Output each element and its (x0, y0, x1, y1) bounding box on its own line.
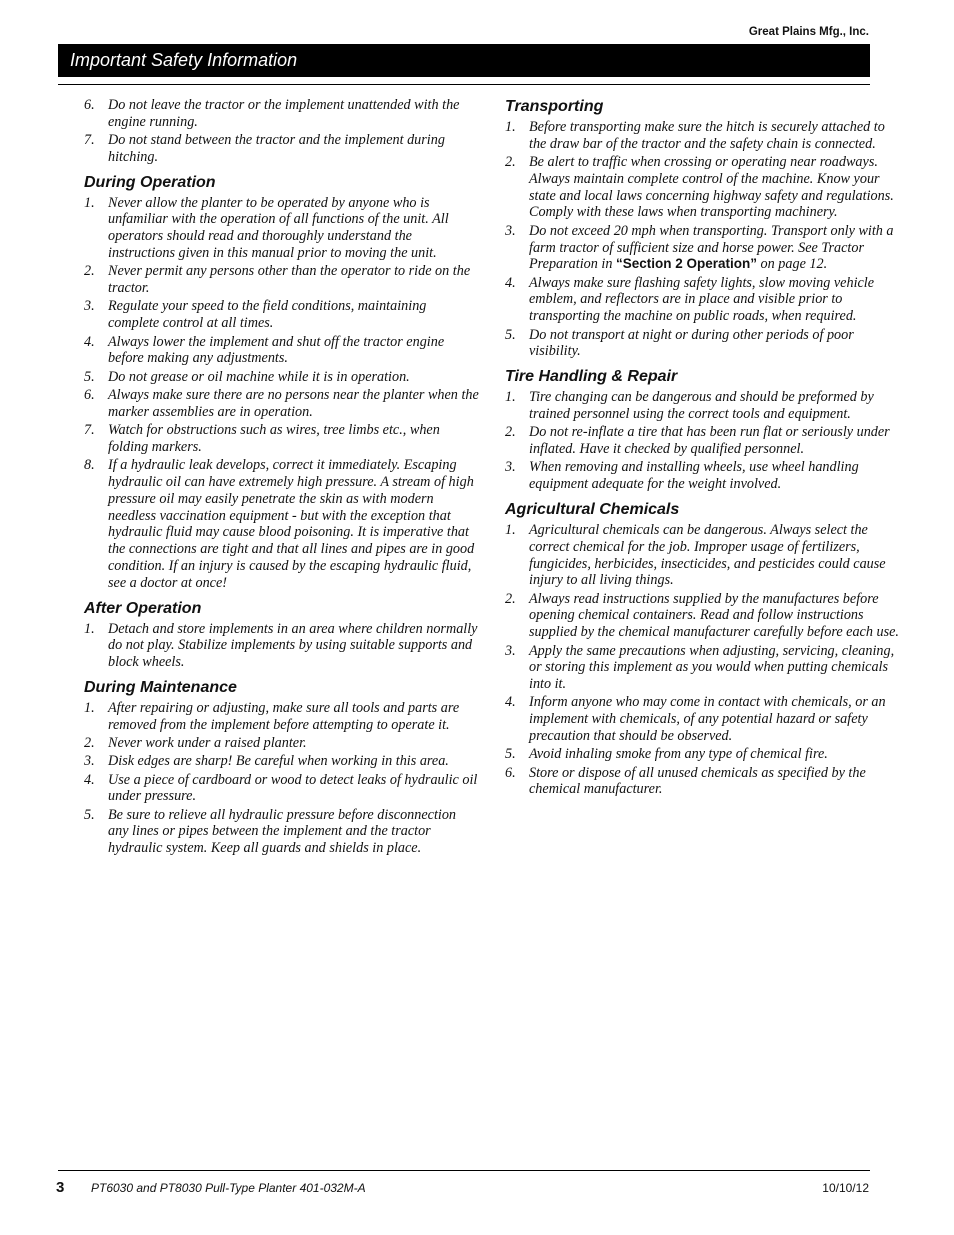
header-rule (58, 84, 870, 85)
list-item: 1. Never allow the planter to be operated by anyone who is unfamiliar with the operation of all functions of the unit. All operators should read and thoroughly understand the instructions given in this manual prior to moving the unit. (84, 194, 449, 262)
list-item: 5. Be sure to relieve all hydraulic pressure before disconnection any lines or pipes between the implement and the tractor hydraulic system. Keep all guards and shields in place. (84, 806, 457, 857)
section-2-operation-link[interactable]: “Section 2 Operation” (615, 256, 757, 272)
list-item: 6. Store or dispose of all unused chemicals as specified by the chemical manufacturer. (505, 764, 866, 798)
agricultural-chemicals-section (505, 500, 901, 798)
list-item: 3. Apply the same precautions when adjusting, servicing, cleaning, or storing this implement as you would when putting chemicals into it. (505, 642, 895, 693)
list-item: 2. Never work under a raised planter. (84, 735, 307, 751)
transporting-section (505, 97, 901, 360)
tire-handling-section (505, 367, 901, 493)
right-column (505, 97, 901, 805)
during-operation-section (84, 173, 480, 592)
list-item: 2. Be alert to traffic when crossing or operating near roadways. Always maintain complete control of the machine. Know your state and local laws concerning highway safety and regulations. Comply with these laws when transporting machinery. (505, 154, 894, 221)
list-item: 3. Regulate your speed to the field conditions, maintaining complete control at all times. (84, 298, 427, 332)
list-item: 2. Never permit any persons other than the operator to ride on the tractor. (84, 263, 471, 297)
section-heading: During Operation (84, 173, 216, 191)
list-item: 1. After repairing or adjusting, make sure all tools and parts are removed from the implement before attempting to operate it. (84, 699, 460, 733)
list-item: 6. Do not leave the tractor or the implement unattended with the engine running. (84, 97, 460, 130)
left-column (84, 97, 480, 864)
section-heading: Transporting (505, 98, 604, 115)
list-item: 3. When removing and installing wheels, use wheel handling equipment adequate for the weight involved. (505, 459, 859, 493)
list-item: 5. Do not grease or oil machine while it is in operation. (84, 368, 410, 385)
section-heading: After Operation (84, 599, 202, 617)
list-item: 4. Use a piece of cardboard or wood to detect leaks of hydraulic oil under pressure. (84, 771, 478, 805)
list-item: 3. Do not exceed 20 mph when transporting. Transport only with a farm tractor of sufficient size and horse power. See Tractor Preparation in “Section 2 Operation” on page 12. (505, 222, 894, 273)
list-item: 4. Always make sure flashing safety lights, slow moving vehicle emblem, and reflectors are in place and visible prior to transporting the machine on public roads, when required. (505, 274, 875, 325)
list-item: 2. Always read instructions supplied by the manufactures before opening chemical containers. Read and follow instructions supplied by the chemical manufacturer carefully before each use. (505, 590, 899, 641)
list-item: 5. Avoid inhaling smoke from any type of chemical fire. (505, 746, 828, 763)
list-item: 8. If a hydraulic leak develops, correct it immediately. Escaping hydraulic oil can have extremely high pressure. A stream of high pressure oil may easily penetrate the skin as with modern needless vaccination equipment - but with the exception that hydraulic fluid may cause blood poisoning. It is imperative that the connections are tight and that all lines and pipes are in good condition. If an injury is caused by the escaping hydraulic fluid, see a doctor at once! (84, 457, 475, 591)
list-item: 7. Watch for obstructions such as wires, tree limbs etc., when folding markers. (84, 422, 440, 455)
list-item: 3. Disk edges are sharp! Be careful when working in this area. (84, 753, 449, 770)
list-item: 1. Tire changing can be dangerous and should be preformed by trained personnel using the correct tools and equipment. (505, 389, 874, 422)
company-name: Great Plains Mfg., Inc. (748, 26, 869, 38)
section-heading: During Maintenance (84, 678, 237, 696)
section-title: Important Safety Information (70, 50, 298, 70)
list-item: 1. Agricultural chemicals can be dangerous. Always select the correct chemical for the job. Improper usage of fertilizers, fungicides, herbicides, insecticides, and pesticides could cause injury to all living things. (505, 521, 886, 589)
section-title-bar (58, 44, 870, 77)
footer-rule (58, 1170, 870, 1171)
page-number: 3 (56, 1179, 65, 1196)
list-item: 4. Inform anyone who may come in contact with chemicals, or an implement with chemicals, of any potential hazard or safety precaution that should be observed. (505, 694, 886, 744)
intro-list-section (84, 97, 480, 166)
list-item: 1. Before transporting make sure the hitch is securely attached to the draw bar of the tractor and the safety chain is connected. (505, 119, 885, 152)
after-operation-section (84, 599, 480, 671)
section-heading: Agricultural Chemicals (505, 500, 680, 518)
document-date: 10/10/12 (822, 1181, 869, 1195)
list-item: 1. Detach and store implements in an area where children normally do not play. Stabilize implements by using suitable supports and block wheels. (84, 620, 478, 671)
section-heading: Tire Handling & Repair (505, 368, 678, 386)
list-item: 5. Do not transport at night or during other periods of poor visibility. (505, 326, 854, 360)
document-title: PT6030 and PT8030 Pull-Type Planter 401-032M-A (91, 1181, 366, 1195)
list-item: 6. Always make sure there are no persons near the planter when the marker assemblies are in operation. (84, 386, 479, 420)
during-maintenance-section (84, 678, 480, 857)
list-item: 2. Do not re-inflate a tire that has been run flat or seriously under inflated. Have it checked by qualified personnel. (505, 424, 890, 458)
list-item: 4. Always lower the implement and shut off the tractor engine before making any adjustments. (84, 333, 445, 367)
list-item: 7. Do not stand between the tractor and the implement during hitching. (84, 132, 445, 165)
